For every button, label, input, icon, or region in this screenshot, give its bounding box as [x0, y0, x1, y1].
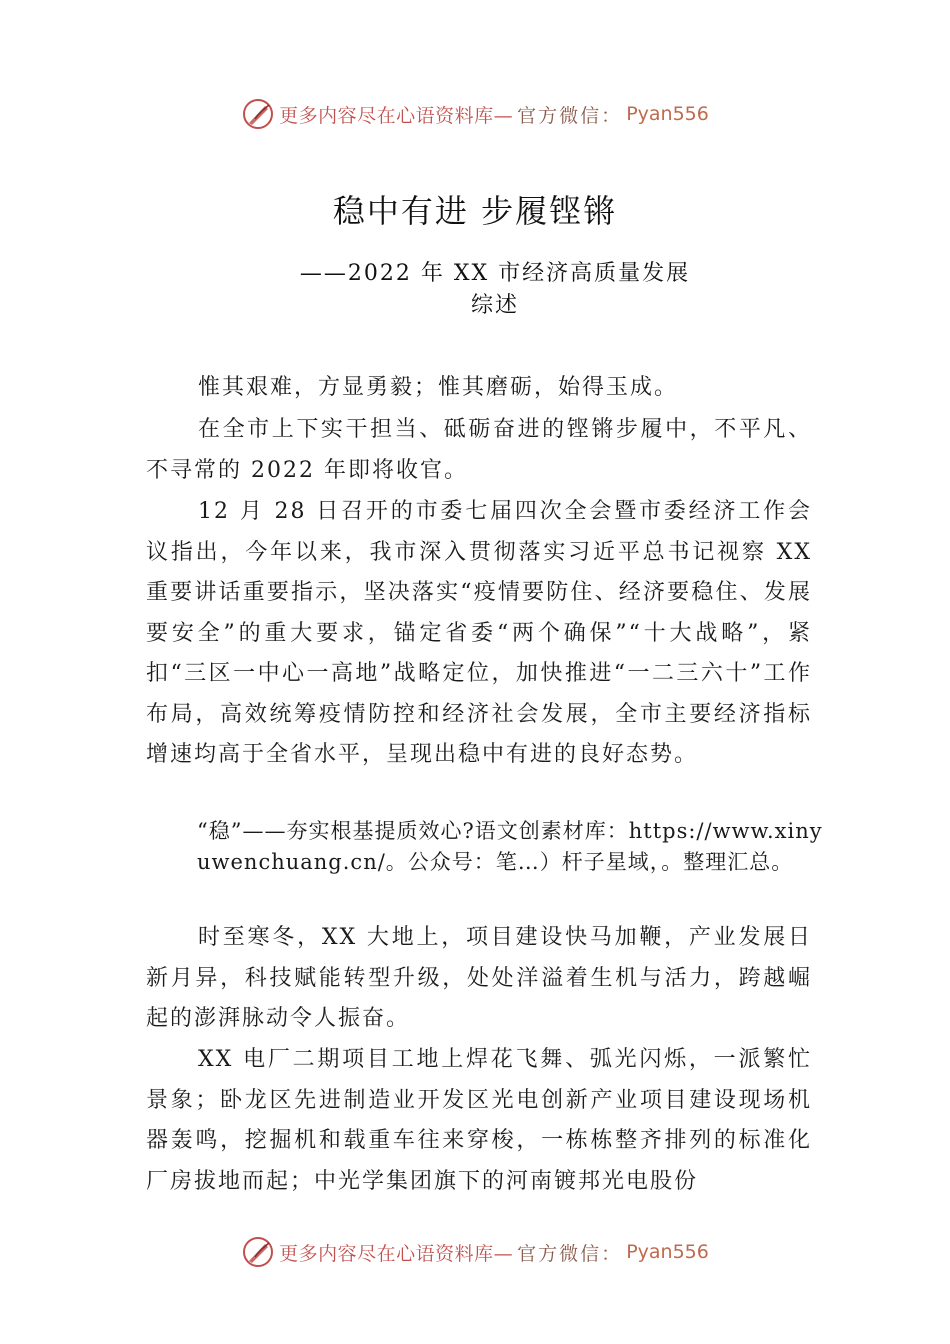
watermark-label: 官方微信：: [517, 104, 623, 127]
document-subtitle: ——2022 年 XX 市经济高质量发展综述: [299, 261, 691, 318]
paragraph: 在全市上下实干担当、砥砺奋进的铿锵步履中，不平凡、不寻常的 2022 年即将收官。: [146, 417, 812, 483]
paragraph: 惟其艰难，方显勇毅；惟其磨砺，始得玉成。: [198, 375, 679, 400]
paragraph: 时至寒冬，XX 大地上，项目建设快马加鞭，产业发展日新月异，科技赋能转型升级，处处洋溢着生机与活力，跨越崛起的澎湃脉动令人振奋。: [146, 925, 812, 1031]
quill-logo-icon: [241, 97, 275, 131]
header-watermark: [0, 94, 950, 134]
document-title: 稳中有进 步履铿锵: [332, 192, 618, 230]
watermark-site-text: 更多内容尽在心语资料库—: [279, 1242, 514, 1265]
watermark-wechat-id: Pyan556: [626, 1241, 709, 1263]
watermark-wechat-id: Pyan556: [626, 103, 709, 125]
watermark-site-text: 更多内容尽在心语资料库—: [279, 104, 514, 127]
paragraph-source-note: “稳”——夯实根基提质效心?语文创素材库：https://www.xinyuwenchuang.cn/。公众号：笔…）杆子星域，。整理汇总。: [197, 819, 823, 874]
watermark-label: 官方微信：: [517, 1242, 623, 1265]
paragraph: 12 月 28 日召开的市委七届四次全会暨市委经济工作会议指出，今年以来，我市深入贯彻落实习近平总书记视察 XX 重要讲话重要指示，坚决落实“疫情要防住、经济要稳住、发展要安全”的重大要求，锚定省委“两个确保”“十大战略”，紧扣“三区一中心一高地”战略定位，加快推进“一二三六十”工作布局，高效统筹疫情防控和经济社会发展，全市主要经济指标增速均高于全省水平，呈现出稳中有进的良好态势。: [146, 499, 812, 767]
quill-logo-icon: [241, 1235, 275, 1269]
paragraph: XX 电厂二期项目工地上焊花飞舞、弧光闪烁，一派繁忙景象；卧龙区先进制造业开发区光电创新产业项目建设现场机器轰鸣，挖掘机和载重车往来穿梭，一栋栋整齐排列的标准化厂房拔地而起；中光学集团旗下的河南镀邦光电股份: [146, 1047, 812, 1194]
footer-watermark: [0, 1232, 950, 1272]
